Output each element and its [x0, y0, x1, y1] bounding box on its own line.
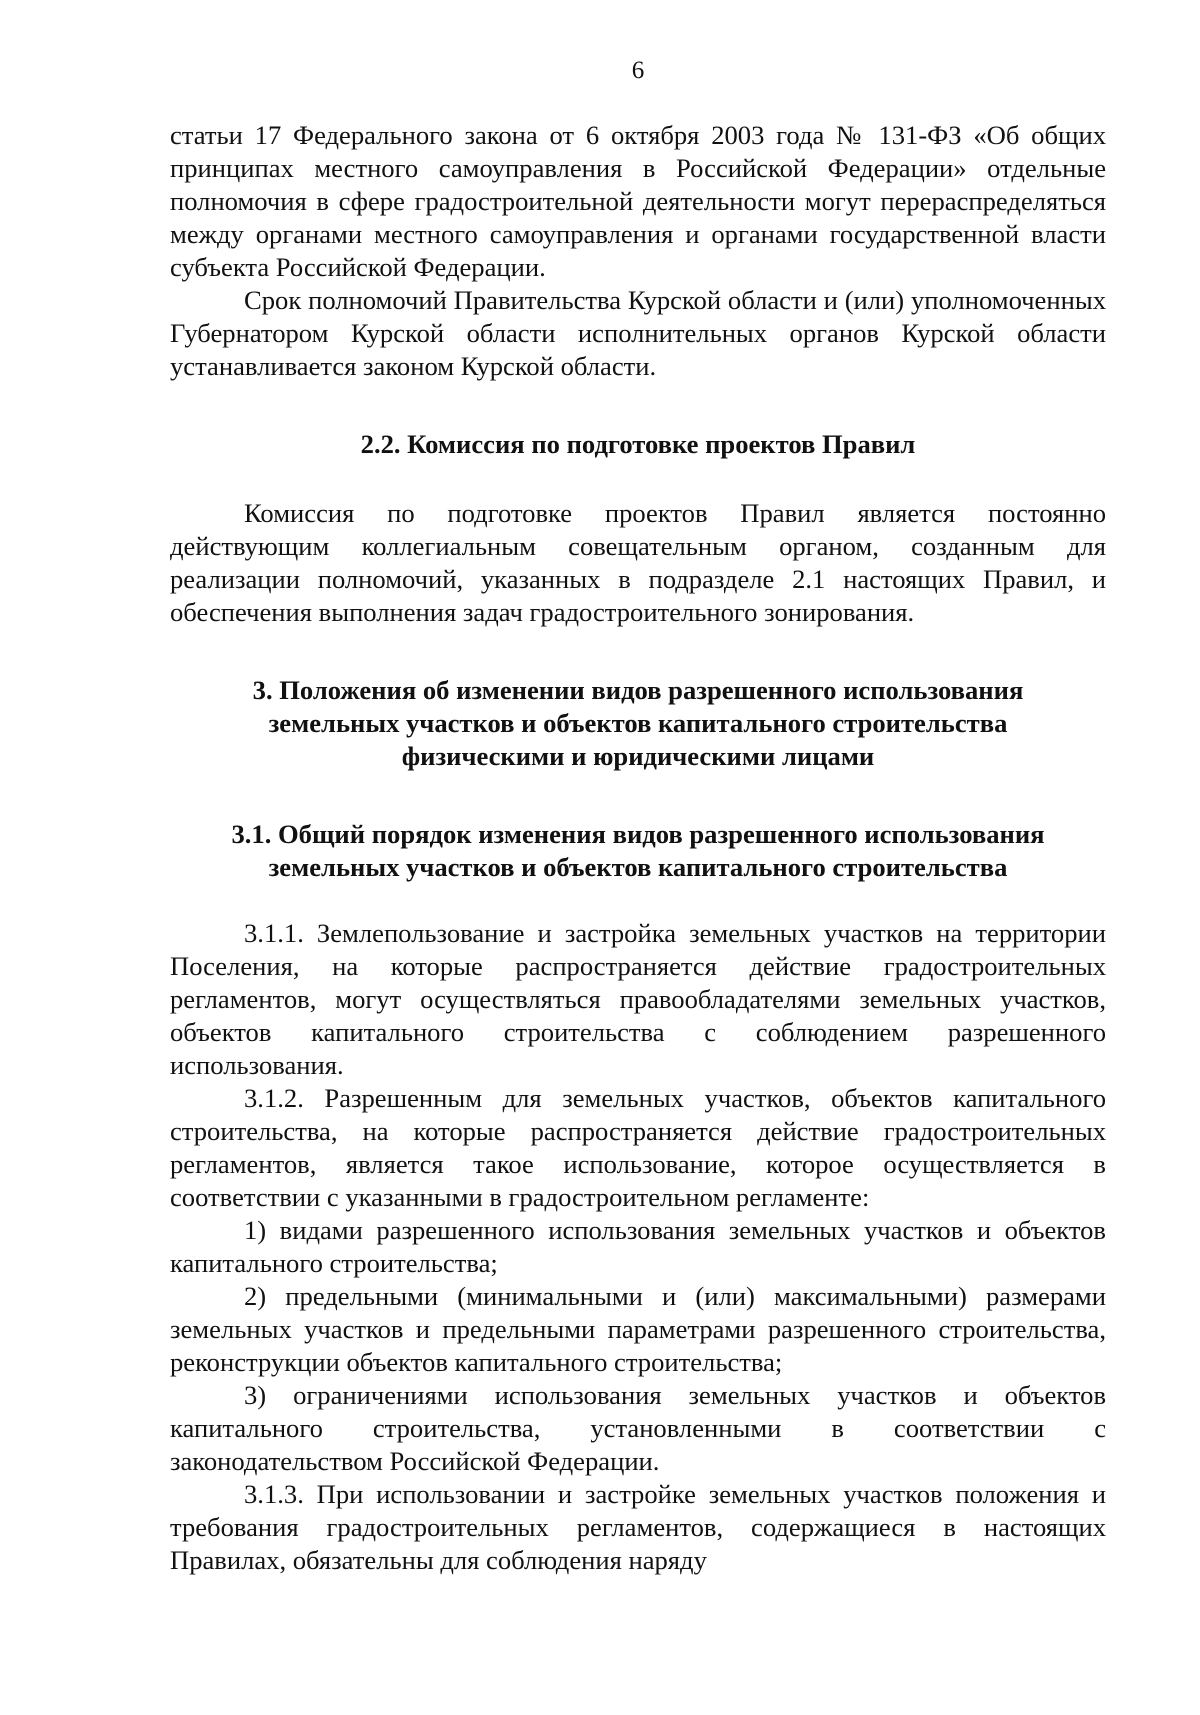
document-body	[170, 119, 1106, 1577]
heading-section-3-line-1: 3. Положения об изменении видов разрешенного использования	[252, 675, 1024, 705]
paragraph-3-1-2: 3.1.2. Разрешенным для земельных участков, объектов капитального строительства, на которые распространяется действие градостроительных регламентов, является такое использование, которое осуществляется в соответствии с указанными в градостроительном регламенте:	[170, 1083, 1106, 1212]
paragraph-article-17: статьи 17 Федерального закона от 6 октября 2003 года № 131-ФЗ «Об общих принципах местного самоуправления в Российской Федерации» отдельные полномочия в сфере градостроительной деятельности могут перераспределяться между органами местного самоуправления и органами государственной власти субъекта Российской Федерации.	[170, 120, 1106, 282]
heading-section-3-line-3: физическими и юридическими лицами	[401, 741, 875, 771]
paragraph-commission: Комиссия по подготовке проектов Правил является постоянно действующим коллегиальным совещательным органом, созданным для реализации полномочий, указанных в подразделе 2.1 настоящих Правил, и обеспечения выполнения задач градостроительного зонирования.	[170, 498, 1106, 627]
heading-section-3-1-line-1: 3.1. Общий порядок изменения видов разрешенного использования	[231, 819, 1045, 849]
list-item-3: 3) ограничениями использования земельных участков и объектов капитального строительства, установленными в соответствии с законодательством Российской Федерации.	[170, 1380, 1106, 1476]
heading-section-3-line-2: земельных участков и объектов капитального строительства	[268, 708, 1008, 738]
heading-section-3-1	[170, 818, 1106, 884]
page-number: 6	[631, 57, 645, 84]
list-item-1: 1) видами разрешенного использования земельных участков и объектов капитального строительства;	[170, 1215, 1106, 1278]
list-item-2: 2) предельными (минимальными и (или) максимальными) размерами земельных участков и предельными параметрами разрешенного строительства, реконструкции объектов капитального строительства;	[170, 1281, 1106, 1377]
heading-section-3	[170, 674, 1106, 773]
heading-section-3-1-line-2: земельных участков и объектов капитального строительства	[268, 852, 1008, 882]
paragraph-term-of-powers: Срок полномочий Правительства Курской области и (или) уполномоченных Губернатором Курской области исполнительных органов Курской области устанавливается законом Курской области.	[170, 285, 1106, 381]
paragraph-3-1-3: 3.1.3. При использовании и застройке земельных участков положения и требования градостроительных регламентов, содержащиеся в настоящих Правилах, обязательны для соблюдения наряду	[170, 1479, 1106, 1575]
paragraph-3-1-1: 3.1.1. Землепользование и застройка земельных участков на территории Поселения, на которые распространяется действие градостроительных регламентов, могут осуществляться правообладателями земельных участков, объектов капитального строительства с соблюдением разрешенного использования.	[170, 918, 1106, 1080]
heading-section-2-2: 2.2. Комиссия по подготовке проектов Правил	[360, 429, 916, 459]
